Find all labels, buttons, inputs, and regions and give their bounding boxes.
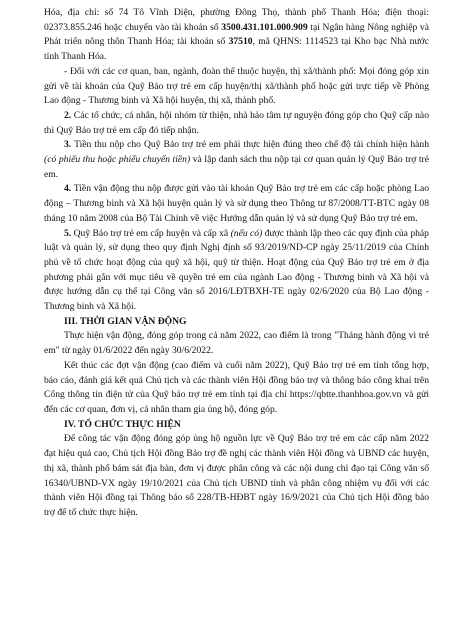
paragraph-item-4: 4. Tiền vận động thu nộp được gửi vào tài khoản Quỹ Bảo trợ trẻ em các cấp hoặc phòng Lao động – Thương binh và Xã hội huyện quản lý và sử dụng theo Thông tư 87/2008/TT-BTC ngày 08 tháng 10 năm 2008 của Bộ Tài Chính về việc Hướng dẫn quản lý và sử dụng Quỹ Bảo trợ trẻ em. [44,183,429,224]
paragraph-agencies: - Đối với các cơ quan, ban, ngành, đoàn thể thuộc huyện, thị xã/thành phố: Mọi đóng góp xin gửi về tài khoản của Quỹ Bảo trợ trẻ em cấp huyện/thị xã/thành phố hoặc gửi trực tiếp về Phòng Lao động - Thương binh và Xã hội huyện, thị xã, thành phố. [44,65,429,107]
paragraph-item-3: 3. Tiền thu nộp cho Quỹ Bảo trợ trẻ em phải thực hiện đúng theo chế độ tài chính hiện hành (có phiếu thu hoặc phiếu chuyển tiền) và lập danh sách thu nộp tại cơ quan quản lý Quỹ Bảo trợ trẻ em. [44,139,429,180]
paragraph-implementation: Để công tác vận động đóng góp ủng hộ nguồn lực về Quỹ Bảo trợ trẻ em các cấp năm 2022 đạt hiệu quả cao, Chủ tịch Hội đồng Bảo trợ đề nghị các thành viên Hội đồng và UBND các huyện, thị xã, thành phố bám sát địa bàn, đơn vị được phân công và các nội dung chỉ đạo tại Công văn số 16340/UBND-VX ngày 19/10/2021 của Chủ tịch UBND tỉnh và phân công nhiệm vụ đối với các thành viên Hội đồng tại Thông báo số 228/TB-HĐBT ngày 16/9/2021 của Chủ tịch Hội đồng bảo trợ để tổ chức thực hiện. [44,433,429,518]
paragraph-item-5: 5. Quỹ Bảo trợ trẻ em cấp huyện và cấp xã (nếu có) được thành lập theo các quy định của pháp luật và quản lý, sử dụng theo quy định Nghị định số 93/2019/ND-CP ngày 25/11/2019 của Chính phủ về tổ chức hoạt động của quỹ xã hội, quỹ từ thiện. Hoạt động của Quỹ Bảo trợ trẻ em ở địa phương phải gắn với mục tiêu về quyền trẻ em của ngành Lao động - Thương binh và Xã hội và được hướng dẫn cụ thể tại Công văn số 2016/LĐTBXH-TE ngày 02/6/2020 của Bộ Lao động - Thương binh và Xã hội. [44,227,429,313]
paragraph-item-2: 2. Các tổ chức, cá nhân, hội nhóm từ thiện, nhà hảo tâm tự nguyện đóng góp cho Quỹ cấp nào thì Quỹ Bảo trợ trẻ em cấp đó tiếp nhận. [44,109,429,136]
paragraph-campaign-time: Thực hiện vận động, đóng góp trong cả năm 2022, cao điểm là trong "Tháng hành động vì trẻ em" từ ngày 01/6/2022 đến ngày 30/6/2022. [44,330,429,357]
section-heading-4: IV. TỔ CHỨC THỰC HIỆN [64,418,181,430]
paragraph-address: Hóa, địa chỉ: số 74 Tô Vĩnh Diện, phường Đông Thọ, thành phố Thanh Hóa; điện thoại: 02373.855.246 hoặc chuyển vào tài khoản số 3500.431.101.000.909 tại Ngân hàng Nông nghiệp và Phát triển nông thôn Thanh Hóa; tài khoản số 37510, mã QHNS: 1114523 tại Kho bạc Nhà nước tỉnh Thanh Hóa. [44,7,429,63]
account-number-1: 3500.431.101.000.909 [221,21,308,33]
account-number-2: 37510 [228,36,253,48]
paragraph-reporting: Kết thúc các đợt vận động (cao điểm và cuối năm 2022), Quỹ Bảo trợ trẻ em tỉnh tổng hợp, báo cáo, đánh giá kết quả Chủ tịch và các thành viên Hội đồng bảo trợ và thông báo công khai trên Cổng thông tin điện tử của Quỹ bảo trợ trẻ em tỉnh tại địa chỉ https://qbtte.thanhhoa.gov.vn và gửi đến các cơ quan, đơn vị, cá nhân tham gia ủng hộ, đóng góp. [44,359,429,415]
section-heading-3: III. THỜI GIAN VẬN ĐỘNG [64,315,187,327]
